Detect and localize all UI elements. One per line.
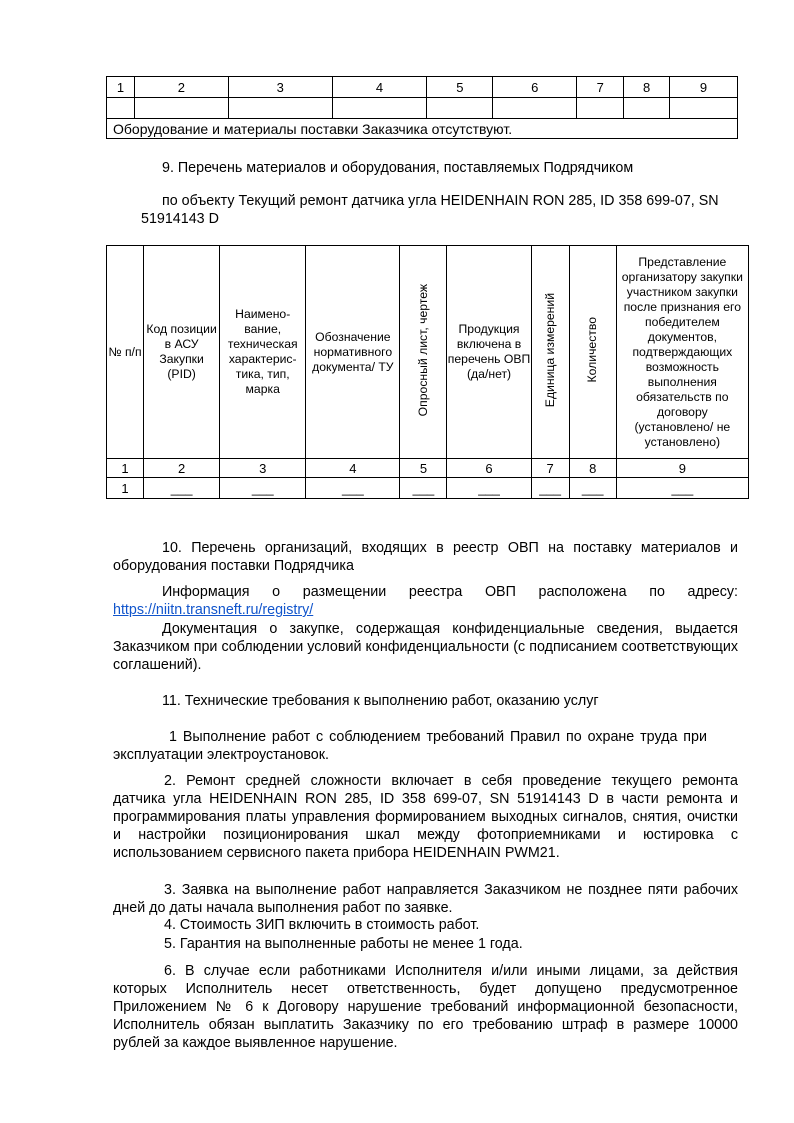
empty-cell: [134, 98, 228, 119]
col-header-quantity: [569, 246, 616, 459]
section9-title: 9. Перечень материалов и оборудования, поставляемых Подрядчиком: [162, 160, 634, 176]
col-header-pid: Код позиции в АСУ Закупки (PID): [144, 246, 220, 459]
empty-cell: [577, 98, 624, 119]
row-cell: ___: [144, 478, 220, 499]
column-number: 2: [144, 459, 220, 478]
section9-object-line1: по объекту Текущий ремонт датчика угла HEIDENHAIN RON 285, ID 358 699-07, SN: [162, 193, 719, 209]
col-header-ovp: Продукция включена в перечень ОВП (да/нет): [447, 246, 531, 459]
empty-cell: [107, 98, 135, 119]
header-cell: 3: [228, 77, 332, 98]
section9-object-line2: 51914143 D: [141, 211, 219, 227]
section10-info-text: Информация о размещении реестра ОВП расположена по адресу:: [162, 584, 738, 600]
section11-item2: 2. Ремонт средней сложности включает в себя проведение текущего ремонта датчика угла HEIDENHAIN RON 285, ID 358 699-07, SN 51914143 D в части ремонта и программирования платы управления формированием выходных сигналов, снятия, очистки и настройки позиционирования шкал между фотоприемниками и юстировка с использованием сервисного пакета прибора HEIDENHAIN PWM21.: [113, 773, 738, 861]
col-header-name: Наимено-вание, техническая характерис-тика, тип, марка: [220, 246, 306, 459]
header-cell: 4: [332, 77, 427, 98]
section10-doc-text: Документация о закупке, содержащая конфиденциальные сведения, выдается Заказчиком при соблюдении условий конфиденциальности (с подписанием соответствующих соглашений).: [113, 621, 738, 673]
column-number: 5: [400, 459, 447, 478]
section11-item4: 4. Стоимость ЗИП включить в стоимость работ.: [164, 917, 480, 933]
row-cell: ___: [569, 478, 616, 499]
section11-item6: 6. В случае если работниками Исполнителя и/или иными лицами, за действия которых Исполнитель несет ответственность, будет допущено предусмотренное Приложением № 6 к Договору нарушение требований информационной безопасности, Исполнитель обязан выплатить Заказчику по его требованию штраф в размере 10000 рублей за каждое выявленное нарушение.: [113, 963, 738, 1051]
vertical-label: Опросный лист, чертеж: [415, 283, 430, 417]
empty-cell: [228, 98, 332, 119]
header-cell: 9: [670, 77, 738, 98]
header-cell: 8: [624, 77, 670, 98]
col-header-documents: Представление организатору закупки участником закупки после признания его победителем документов, подтверждающих возможность выполнения обязательств по договору (установлено/ не установлено): [616, 246, 748, 459]
header-cell: 7: [577, 77, 624, 98]
section11-title: 11. Технические требования к выполнению работ, оказанию услуг: [162, 693, 599, 709]
col-header-unit: [531, 246, 569, 459]
vertical-label: Количество: [585, 317, 600, 383]
registry-link[interactable]: https://niitn.transneft.ru/registry/: [113, 602, 314, 618]
top-table: [106, 76, 738, 139]
row-cell: ___: [306, 478, 400, 499]
column-number: 8: [569, 459, 616, 478]
column-number: 6: [447, 459, 531, 478]
column-number: 1: [107, 459, 144, 478]
empty-cell: [624, 98, 670, 119]
row-cell: ___: [531, 478, 569, 499]
row-cell: ___: [447, 478, 531, 499]
row-cell: ___: [400, 478, 447, 499]
section11-item5: 5. Гарантия на выполненные работы не менее 1 года.: [164, 936, 523, 952]
materials-table-number-row: [107, 459, 749, 478]
materials-table-header-row: [107, 246, 749, 459]
empty-cell: [427, 98, 493, 119]
section11-item1: 1 Выполнение работ с соблюдением требований Правил по охране труда при эксплуатации электроустановок.: [113, 729, 707, 763]
row-cell: ___: [220, 478, 306, 499]
header-cell: 2: [134, 77, 228, 98]
table-row: [107, 478, 749, 499]
materials-table: [106, 245, 749, 499]
col-header-questionnaire: [400, 246, 447, 459]
row-cell: ___: [616, 478, 748, 499]
section10-title: 10. Перечень организаций, входящих в реестр ОВП на поставку материалов и оборудования поставки Подрядчика: [113, 540, 738, 574]
empty-cell: [332, 98, 427, 119]
top-table-empty-row: [107, 98, 738, 119]
column-number: 7: [531, 459, 569, 478]
row-cell: 1: [107, 478, 144, 499]
vertical-label: Единица измерений: [542, 292, 557, 408]
header-cell: 5: [427, 77, 493, 98]
empty-cell: [670, 98, 738, 119]
header-cell: 6: [493, 77, 577, 98]
col-header-number: № п/п: [107, 246, 144, 459]
empty-cell: [493, 98, 577, 119]
column-number: 4: [306, 459, 400, 478]
column-number: 9: [616, 459, 748, 478]
top-table-note: Оборудование и материалы поставки Заказчика отсутствуют.: [107, 119, 738, 139]
top-table-note-row: [107, 119, 738, 139]
section11-item3: 3. Заявка на выполнение работ направляется Заказчиком не позднее пяти рабочих дней до даты начала выполнения работ по заявке.: [113, 882, 738, 916]
top-table-header-row: [107, 77, 738, 98]
col-header-normative-doc: Обозначение нормативного документа/ ТУ: [306, 246, 400, 459]
header-cell: 1: [107, 77, 135, 98]
column-number: 3: [220, 459, 306, 478]
